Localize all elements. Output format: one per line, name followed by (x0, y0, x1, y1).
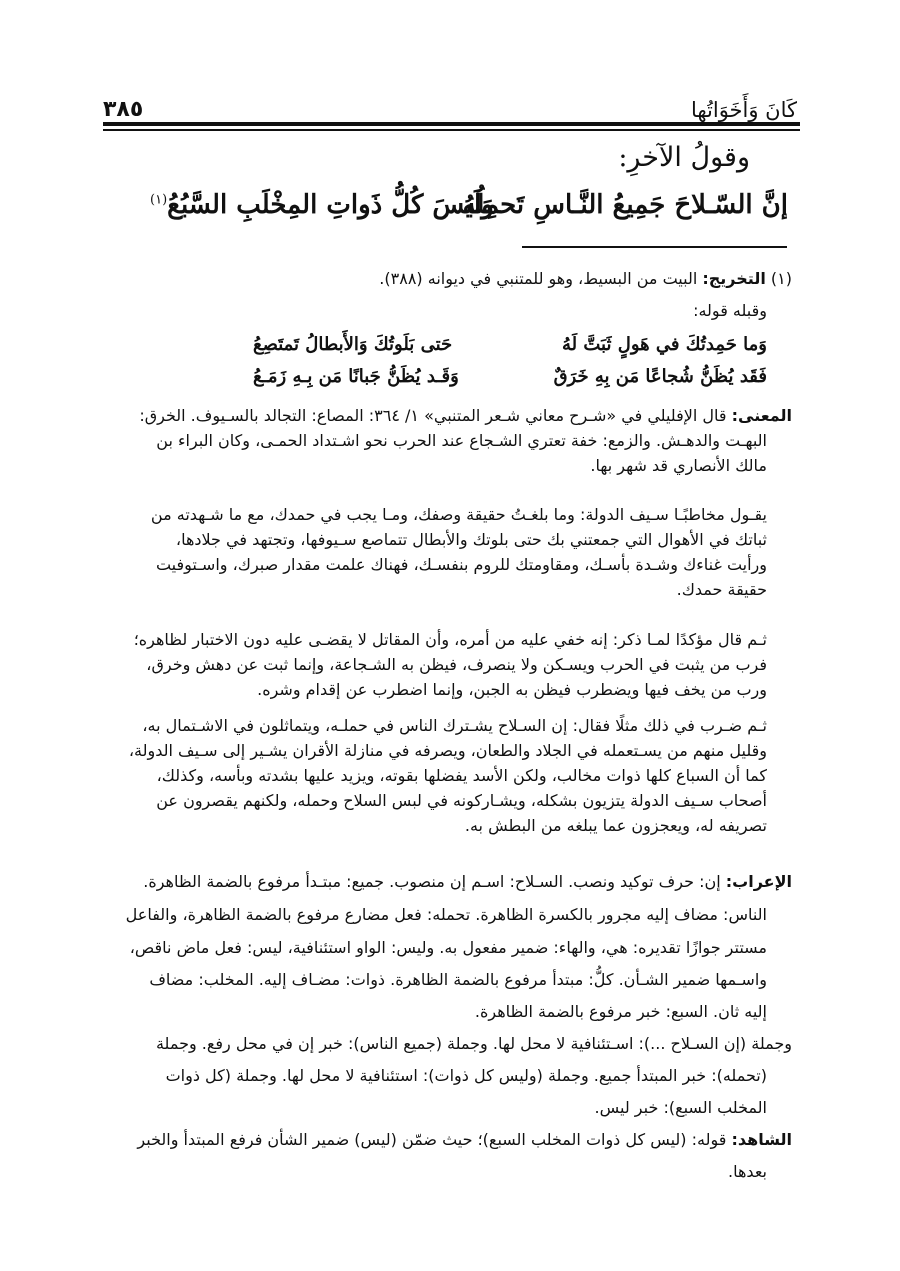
meaning-line-1 (108, 403, 792, 428)
meaning-p4-line-3: كما أن السباع كلها ذوات مخالب، ولكن الأسد يفضلها بقوته، ويزيد عليها بشدته وبأسه، وكذلك، (156, 766, 767, 785)
meaning-p4-line-1: ثـم ضـرب في ذلك مثلًا فقال: إن السـلاح يشـترك الناس في حملـه، ويتماثلون في الاشـتمال به، (142, 716, 767, 735)
verse-second-text: وَلَيسَ كُلُّ ذَواتِ المِخْلَبِ السَّبُعُ (167, 190, 494, 220)
page-number: ٣٨٥ (103, 97, 144, 122)
irab-line-2: الناس: مضاف إليه مجرور بالكسرة الظاهرة. تحمله: فعل مضارع مرفوع بالضمة الظاهرة، والفاعل (125, 905, 767, 924)
verse-second-hemistich (150, 190, 494, 220)
irab-text-1: إن: حرف توكيد ونصب. السـلاح: اسـم إن منصوب. جميع: مبتـدأ مرفوع بالضمة الظاهرة. (143, 872, 721, 891)
takhrij-label: التخريج: (702, 269, 766, 288)
meaning-p4-line-5: تصريفه له، ويعجزون عما يبلغه من البطش به. (464, 816, 767, 835)
footnote-separator (522, 246, 787, 248)
meaning-line-2: البهـت والدهـش. والزمع: خفة تعتري الشـجاع عند الحرب نحو اشـتداد الحمـى، وكان البراء بن (156, 431, 767, 450)
meaning-p2-line-2: ثباتك في الأهوال التي جمعتني بك حتى بلوتك والأبطال تتماصع سـيوفها، وتجتهد في جلادها، (175, 530, 767, 549)
shahid-text-1: قوله: (ليس كل ذوات المخلب السبع)؛ حيث ضمّن (ليس) ضمير الشأن فرفع المبتدأ والخبر (137, 1130, 727, 1149)
before-label: وقبله قوله: (693, 301, 767, 320)
meaning-p2-line-4: حقيقة حمدك. (676, 580, 767, 599)
footnote-takhrij (108, 266, 792, 291)
meaning-p4-line-4: أصحاب سـيف الدولة يتزيون بشكله، ويشـاركونه في لبس السلاح وحمله، ولكنهم يقصرون عن (156, 791, 767, 810)
footnote-number: (١) (770, 269, 792, 288)
header-rule-thick (103, 122, 800, 126)
irab-line-1 (108, 869, 792, 894)
preceding-verse-2-first: فَقَد يُظَنُّ شُجاعًا مَن بِهِ خَرَقٌ (553, 366, 767, 387)
irab-sentence-line-1: وجملة (إن السـلاح ...): اسـتئنافية لا محل لها. وجملة (جميع الناس): خبر إن في محل رفع. وجملة (155, 1034, 792, 1053)
meaning-p2-line-1: يقـول مخاطبًـا سـيف الدولة: وما بلغـتُ حقيقة وصفك، ومـا يجب في حمدك، مع ما شـهدته من (150, 505, 767, 524)
irab-line-5: إليه ثان. السبع: خبر مرفوع بالضمة الظاهرة. (474, 1002, 767, 1021)
meaning-text-1: قال الإفليلي في «شـرح معاني شـعر المتنبي» ١/ ٣٦٤: المصاع: التجالد بالسـيوف. الخرق: (139, 406, 727, 425)
header-rule-thin (103, 129, 800, 131)
preceding-verse-2-second: وَقَـد يُظَنُّ جَبانًا مَن بِـهِ زَمَـعُ (253, 366, 459, 387)
irab-line-4: واسـمها ضمير الشـأن. كلُّ: مبتدأ مرفوع بالضمة الظاهرة. ذوات: مضـاف إليه. المخلب: مضاف (149, 970, 767, 989)
irab-sentence-line-3: المخلب السبع): خبر ليس. (594, 1098, 767, 1117)
meaning-p3-line-3: ورب من يخف فيها ويضطرب فيظن به الجبن، وإنما اضطرب عن إقدام وشره. (257, 680, 767, 699)
meaning-p4-line-2: وقليل منهم من يسـتعمله في الجلاد والطعان، ويصرفه في منازلة الأقران يشـير إلى سـيف الدولة، (128, 741, 767, 760)
verse-intro: وقولُ الآخرِ: (618, 142, 750, 173)
footnote-marker: (١) (150, 192, 168, 208)
main-verse (150, 190, 788, 234)
meaning-line-3: مالك الأنصاري قد شهر بها. (590, 456, 767, 475)
shahid-label: الشاهد: (731, 1130, 792, 1149)
irab-line-3: مستتر جوازًا تقديره: هي، والهاء: ضمير مفعول به. وليس: الواو استئنافية، ليس: فعل ماض ناقص، (129, 938, 767, 957)
page-header (103, 78, 797, 122)
meaning-p3-line-2: فرب من يثبت في الحرب ويسـكن ولا ينصرف، فيظن به الشـجاعة، وإنما ثبت عن دهش وخرق، (146, 655, 767, 674)
meaning-p2-line-3: ورأيت غناءك وشـدة بأسـك، ومقاومتك للروم بنفسـك، فهناك علمت مقدار صبرك، واسـتوفيت (155, 555, 767, 574)
shahid-line-2: بعدها. (728, 1162, 767, 1181)
shahid-line-1 (108, 1127, 792, 1152)
irab-sentence-line-2: (تحمله): خبر المبتدأ جميع. وجملة (وليس كل ذوات): استئنافية لا محل لها. وجملة (كل ذوات (165, 1066, 767, 1085)
verse-first-hemistich: إنَّ السّـلاحَ جَمِيعُ النَّـاسِ تَحمِلُهُ (462, 190, 788, 220)
meaning-p3-line-1: ثـم قال مؤكدًا لمـا ذكر: إنه خفي عليه من أمره، وأن المقاتل لا يقضـى عليه دون الاختبار لظاهره؛ (133, 630, 767, 649)
preceding-verse-1-second: حَتى بَلَوتُكَ وَالأَبطالُ تَمتَصِعُ (253, 334, 453, 355)
meaning-label: المعنى: (731, 406, 792, 425)
running-title: كَانَ وَأَخَوَاتُها (690, 98, 797, 122)
irab-label: الإعراب: (725, 872, 792, 891)
takhrij-text: البيت من البسيط، وهو للمتنبي في ديوانه (٣٨٨). (379, 269, 698, 288)
preceding-verse-1-first: وَما حَمِدتُكَ في هَولٍ ثَبَتَّ لَهُ (561, 334, 767, 355)
